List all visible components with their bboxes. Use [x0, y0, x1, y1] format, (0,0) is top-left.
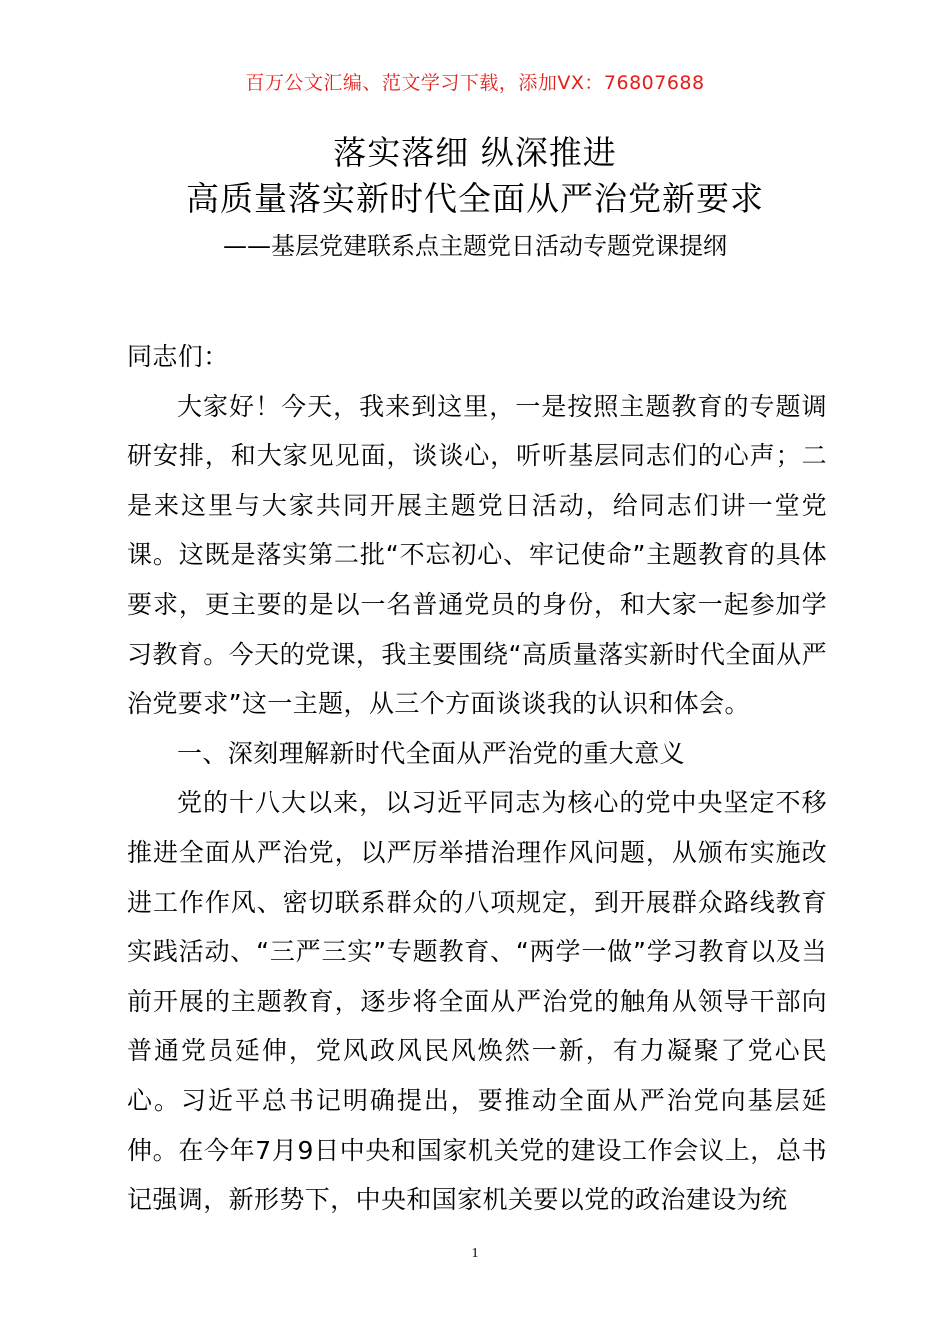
subtitle: ——基层党建联系点主题党日活动专题党课提纲 — [223, 232, 727, 260]
body-text — [127, 332, 827, 1225]
title-line-1: 落实落细 纵深推进 — [333, 133, 617, 172]
section-heading-1: 一、深刻理解新时代全面从严治党的重大意义 — [177, 738, 686, 768]
title-line-2: 高质量落实新时代全面从严治党新要求 — [186, 179, 764, 218]
paragraph-section-1: 党的十八大以来，以习近平同志为核心的党中央坚定不移推进全面从严治党，以严厉举措治理作风问题，从颁布实施改进工作作风、密切联系群众的八项规定，到开展群众路线教育实践活动、“三严三实”专题教育、“两学一做”学习教育以及当前开展的主题教育，逐步将全面从严治党的触角从领导干部向普通党员延伸，党风政风民风焕然一新，有力凝聚了党心民心。习近平总书记明确提出，要推动全面从严治党向基层延伸。在今年7月9日中央和国家机关党的建设工作会议上，总书记强调，新形势下，中央和国家机关要以党的政治建设为统 — [127, 788, 827, 1215]
title-block — [0, 130, 950, 266]
page-number: 1 — [471, 1246, 479, 1261]
header-promo-note: 百万公文汇编、范文学习下载，添加VX：76807688 — [245, 72, 705, 94]
paragraph-intro: 大家好！今天，我来到这里，一是按照主题教育的专题调研安排，和大家见见面，谈谈心，听听基层同志们的心声；二是来这里与大家共同开展主题党日活动，给同志们讲一堂党课。这既是落实第二批“不忘初心、牢记使命”主题教育的具体要求，更主要的是以一名普通党员的身份，和大家一起参加学习教育。今天的党课，我主要围绕“高质量落实新时代全面从严治党要求”这一主题，从三个方面谈谈我的认识和体会。 — [127, 391, 827, 719]
greeting: 同志们： — [127, 342, 229, 371]
